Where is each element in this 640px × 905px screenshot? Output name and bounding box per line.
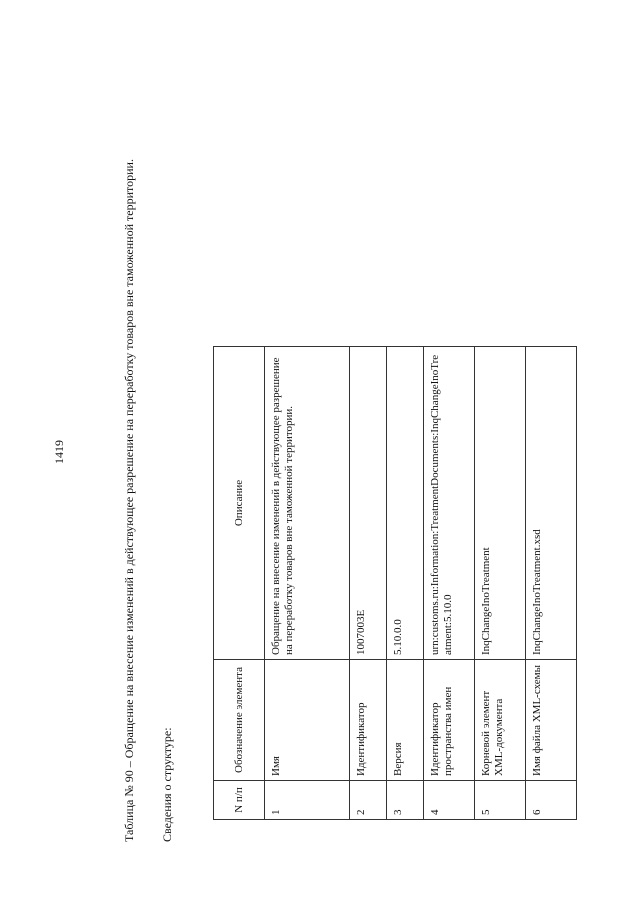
table-row [424, 347, 475, 820]
row-number: 5 [475, 781, 526, 820]
row-number: 2 [350, 781, 387, 820]
table-row [526, 347, 577, 820]
structure-table [213, 346, 577, 820]
row-element: Имя файла XML-схемы [526, 660, 577, 781]
row-number: 4 [424, 781, 475, 820]
row-description: 1007003E [350, 347, 387, 660]
table-row [265, 347, 350, 820]
row-element: Идентификатор пространства имен [424, 660, 475, 781]
page-number: 1419 [52, 440, 66, 464]
table-row [387, 347, 424, 820]
row-element: Идентификатор [350, 660, 387, 781]
row-description: Обращение на внесение изменений в действующее разрешение на переработку товаров вне таможенной территории. [265, 347, 350, 660]
row-element: Корневой элемент XML-документа [475, 660, 526, 781]
row-description: InqChangeInoTreatment.xsd [526, 347, 577, 660]
structure-label: Сведения о структуре: [160, 727, 174, 842]
row-number: 1 [265, 781, 350, 820]
row-description: 5.10.0.0 [387, 347, 424, 660]
table-header-row [214, 347, 265, 820]
table-caption: Таблица № 90 – Обращение на внесение изменений в действующее разрешение на переработку товаров вне таможенной территории. [122, 159, 136, 842]
row-element: Версия [387, 660, 424, 781]
header-element: Обозначение элемента [214, 660, 265, 781]
row-number: 6 [526, 781, 577, 820]
header-number: N п/п [214, 781, 265, 820]
table-row [350, 347, 387, 820]
header-description: Описание [214, 347, 265, 660]
row-element: Имя [265, 660, 350, 781]
row-description: InqChangeInoTreatment [475, 347, 526, 660]
row-number: 3 [387, 781, 424, 820]
row-description: urn:customs.ru:Information:TreatmentDocuments:InqChangeInoTreatment:5.10.0 [424, 347, 475, 660]
document-page [50, 62, 570, 842]
table-row [475, 347, 526, 820]
